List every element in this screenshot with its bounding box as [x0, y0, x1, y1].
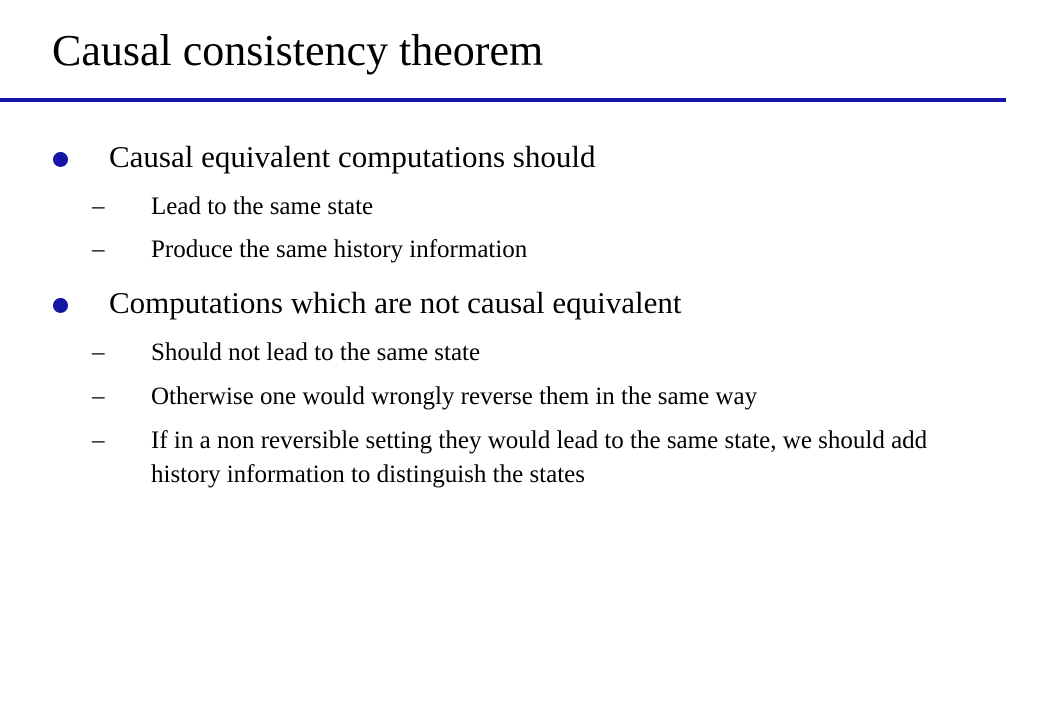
sub-item-text: Lead to the same state — [151, 193, 374, 220]
slide-title: Causal consistency theorem — [52, 26, 544, 75]
bullet-text: Causal equivalent computations should — [109, 139, 596, 174]
bullet-dot-icon — [53, 152, 68, 167]
sub-item-text: Produce the same history information — [151, 236, 528, 263]
dash-icon: – — [92, 236, 105, 263]
bullet-dot-icon — [53, 298, 68, 313]
bullet-text: Computations which are not causal equivalent — [109, 285, 682, 320]
sub-item-text: Should not lead to the same state — [151, 339, 481, 366]
dash-icon: – — [92, 383, 105, 410]
dash-icon: – — [92, 339, 105, 366]
title-underline — [0, 98, 1006, 102]
sub-item-text: Otherwise one would wrongly reverse them in the same way — [151, 383, 758, 410]
dash-icon: – — [92, 427, 105, 454]
sub-item-text: If in a non reversible setting they would lead to the same state, we should add history information to distinguish the states — [151, 427, 928, 488]
dash-icon: – — [92, 193, 105, 220]
